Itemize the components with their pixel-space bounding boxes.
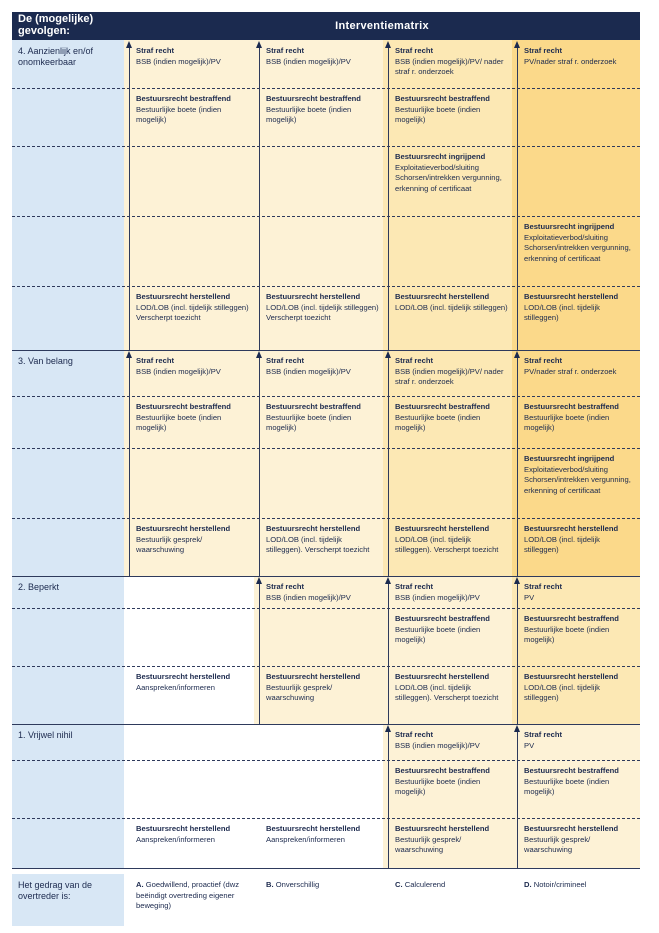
cell-text: Aanspreken/informeren <box>136 682 215 692</box>
cell-text: PV <box>524 592 535 602</box>
matrix-cell <box>266 582 379 603</box>
behaviour-B <box>266 880 377 891</box>
cell-text: Exploitatieverbod/sluiting Schorsen/intrekken vergunning, erkenning of certificaat <box>524 232 631 263</box>
matrix-cell <box>395 582 508 603</box>
cell-heading: Bestuursrecht ingrijpend <box>524 222 615 231</box>
row-divider <box>12 396 640 397</box>
matrix-cell <box>524 356 636 377</box>
arrow-up-icon <box>385 725 391 732</box>
escalation-line <box>388 582 389 724</box>
cell-text: BSB (indien mogelijk)/PV <box>266 366 351 376</box>
matrix-cell <box>395 524 508 556</box>
cell-text: Verscherpt toezicht <box>136 313 201 322</box>
arrow-up-icon <box>514 577 520 584</box>
matrix-cell <box>266 402 379 434</box>
header-consequences-label: De (mogelijke) gevolgen: <box>18 13 94 37</box>
cell-text: Bestuurlijke boete (indien mogelijk) <box>395 104 481 124</box>
matrix-cell <box>524 402 636 434</box>
row-divider <box>12 88 640 89</box>
cell-bg-r1-A <box>124 724 254 868</box>
matrix-cell <box>136 824 250 845</box>
band-divider <box>12 724 640 725</box>
escalation-line <box>517 356 518 576</box>
cell-heading: Straf recht <box>395 356 433 365</box>
cell-heading: Bestuursrecht herstellend <box>524 672 619 681</box>
behaviour-A <box>136 880 248 912</box>
cell-heading: Bestuursrecht herstellend <box>524 824 619 833</box>
cell-heading: Straf recht <box>395 730 433 739</box>
cell-text: Bestuurlijke boete (indien mogelijk) <box>266 412 352 432</box>
cell-heading: Bestuursrecht bestraffend <box>266 402 361 411</box>
cell-text: BSB (indien mogelijk)/PV <box>266 592 351 602</box>
cell-text: PV/nader straf r. onderzoek <box>524 366 617 376</box>
cell-heading: Bestuursrecht bestraffend <box>395 614 490 623</box>
cell-text: Bestuurlijke boete (indien mogelijk) <box>395 412 481 432</box>
cell-text: LOD/LOB (incl. tijdelijk stilleggen) <box>266 302 379 312</box>
cell-text: LOD/LOB (incl. tijdelijk stilleggen) <box>395 302 508 312</box>
cell-text: Exploitatieverbod/sluiting Schorsen/intrekken vergunning, erkenning of certificaat <box>524 464 631 495</box>
cell-heading: Bestuursrecht herstellend <box>524 524 619 533</box>
cell-heading: Straf recht <box>524 582 562 591</box>
cell-text: LOD/LOB (incl. tijdelijk stilleggen) <box>524 682 600 702</box>
behaviour-letter: A. <box>136 880 144 889</box>
matrix-cell <box>136 292 250 324</box>
band-divider <box>12 576 640 577</box>
cell-bg-r2-A <box>124 576 254 724</box>
behaviour-C <box>395 880 506 891</box>
matrix-cell <box>395 292 508 313</box>
cell-heading: Bestuursrecht bestraffend <box>136 94 231 103</box>
cell-heading: Bestuursrecht bestraffend <box>524 614 619 623</box>
matrix-cell <box>395 730 508 751</box>
matrix-cell <box>395 152 508 194</box>
row-divider <box>12 216 640 217</box>
cell-heading: Bestuursrecht bestraffend <box>524 402 619 411</box>
behaviour-label: Het gedrag van de overtreder is: <box>12 874 124 926</box>
matrix-header <box>12 12 640 40</box>
cell-heading: Bestuursrecht herstellend <box>266 824 361 833</box>
cell-text: LOD/LOB (incl. tijdelijk stilleggen) <box>136 302 249 312</box>
behaviour-text: Goedwillend, proactief (dwz beëindigt overtreding eigener beweging) <box>136 880 239 910</box>
cell-text: Bestuurlijk gesprek/ waarschuwing <box>136 534 203 554</box>
escalation-line <box>388 730 389 868</box>
matrix-cell <box>136 672 250 693</box>
cell-heading: Bestuursrecht herstellend <box>395 292 490 301</box>
cell-text: LOD/LOB (incl. tijdelijk stilleggen) <box>524 302 600 322</box>
cell-text: Bestuurlijke boete (indien mogelijk) <box>524 776 610 796</box>
cell-text: Aanspreken/informeren <box>266 834 345 844</box>
cell-heading: Bestuursrecht bestraffend <box>136 402 231 411</box>
matrix-cell <box>136 94 250 126</box>
cell-text: BSB (indien mogelijk)/PV <box>395 740 480 750</box>
escalation-line <box>517 46 518 350</box>
cell-heading: Straf recht <box>136 356 174 365</box>
cell-text: PV <box>524 740 535 750</box>
cell-text: BSB (indien mogelijk)/PV <box>136 366 221 376</box>
arrow-up-icon <box>514 725 520 732</box>
escalation-line <box>129 356 130 576</box>
arrow-up-icon <box>514 351 520 358</box>
matrix-cell <box>266 824 379 845</box>
row-label-r1: 1. Vrijwel nihil <box>18 730 73 740</box>
cell-text: Bestuurlijke boete (indien mogelijk) <box>136 412 222 432</box>
arrow-up-icon <box>385 351 391 358</box>
cell-text: Bestuurlijke boete (indien mogelijk) <box>524 412 610 432</box>
row-divider <box>12 666 640 667</box>
matrix-cell <box>136 402 250 434</box>
cell-text: Exploitatieverbod/sluiting Schorsen/intrekken vergunning, erkenning of certificaat <box>395 162 502 193</box>
row-divider <box>12 286 640 287</box>
behaviour-text: Notoir/crimineel <box>533 880 587 889</box>
cell-text: Bestuurlijke boete (indien mogelijk) <box>524 624 610 644</box>
matrix-cell <box>266 672 379 704</box>
arrow-up-icon <box>256 577 262 584</box>
cell-text: PV/nader straf r. onderzoek <box>524 56 617 66</box>
cell-heading: Bestuursrecht herstellend <box>524 292 619 301</box>
matrix-cell <box>524 824 636 856</box>
matrix-cell <box>524 46 636 67</box>
matrix-cell <box>524 672 636 704</box>
matrix-cell <box>524 766 636 798</box>
cell-heading: Bestuursrecht herstellend <box>136 524 231 533</box>
arrow-up-icon <box>385 577 391 584</box>
row-divider <box>12 146 640 147</box>
row-label-r3: 3. Van belang <box>18 356 73 366</box>
cell-heading: Bestuursrecht herstellend <box>266 524 361 533</box>
row-divider <box>12 818 640 819</box>
cell-heading: Bestuursrecht bestraffend <box>395 402 490 411</box>
cell-text: BSB (indien mogelijk)/PV/ nader straf r. onderzoek <box>395 366 504 386</box>
behaviour-letter: D. <box>524 880 532 889</box>
cell-text: LOD/LOB (incl. tijdelijk stilleggen). Verscherpt toezicht <box>266 534 370 554</box>
escalation-line <box>388 356 389 576</box>
band-divider <box>12 868 640 869</box>
matrix-cell <box>395 356 508 388</box>
cell-text: Aanspreken/informeren <box>136 834 215 844</box>
matrix-cell <box>524 614 636 646</box>
cell-text: Verscherpt toezicht <box>266 313 331 322</box>
cell-heading: Bestuursrecht herstellend <box>266 292 361 301</box>
matrix-cell <box>395 672 508 704</box>
cell-text: LOD/LOB (incl. tijdelijk stilleggen). Verscherpt toezicht <box>395 682 499 702</box>
escalation-line <box>517 730 518 868</box>
cell-heading: Bestuursrecht herstellend <box>136 292 231 301</box>
escalation-line <box>517 582 518 724</box>
matrix-title: Interventiematrix <box>335 20 429 32</box>
cell-text: BSB (indien mogelijk)/PV/ nader straf r. onderzoek <box>395 56 504 76</box>
cell-heading: Bestuursrecht herstellend <box>395 524 490 533</box>
cell-heading: Straf recht <box>395 582 433 591</box>
matrix-cell <box>524 730 636 751</box>
row-label-r2: 2. Beperkt <box>18 582 60 592</box>
row-divider <box>12 760 640 761</box>
cell-bg-r1-B <box>254 724 383 868</box>
cell-text: BSB (indien mogelijk)/PV <box>136 56 221 66</box>
cell-heading: Bestuursrecht herstellend <box>266 672 361 681</box>
matrix-cell <box>524 222 636 264</box>
behaviour-letter: B. <box>266 880 274 889</box>
arrow-up-icon <box>126 351 132 358</box>
matrix-cell <box>266 524 379 556</box>
matrix-cell <box>524 582 636 603</box>
behaviour-D <box>524 880 634 891</box>
cell-text: BSB (indien mogelijk)/PV <box>395 592 480 602</box>
cell-text: Bestuurlijke boete (indien mogelijk) <box>136 104 222 124</box>
matrix-cell <box>395 46 508 78</box>
cell-text: Bestuurlijke boete (indien mogelijk) <box>266 104 352 124</box>
escalation-line <box>259 46 260 350</box>
cell-text: LOD/LOB (incl. tijdelijk stilleggen) <box>524 534 600 554</box>
matrix-cell <box>524 524 636 556</box>
arrow-up-icon <box>256 351 262 358</box>
row-label-r4: 4. Aanzienlijk en/of onomkeerbaar <box>18 46 94 67</box>
matrix-cell <box>136 356 250 377</box>
matrix-cell <box>524 454 636 496</box>
cell-heading: Bestuursrecht herstellend <box>395 824 490 833</box>
cell-heading: Bestuursrecht bestraffend <box>524 766 619 775</box>
matrix-cell <box>136 46 250 67</box>
cell-heading: Straf recht <box>395 46 433 55</box>
cell-heading: Straf recht <box>524 46 562 55</box>
row-divider <box>12 608 640 609</box>
cell-text: Bestuurlijke boete (indien mogelijk) <box>395 624 481 644</box>
behaviour-text: Calculerend <box>404 880 446 889</box>
cell-heading: Bestuursrecht herstellend <box>136 824 231 833</box>
behaviour-text: Onverschillig <box>275 880 320 889</box>
matrix-cell <box>266 292 379 324</box>
arrow-up-icon <box>256 41 262 48</box>
escalation-line <box>259 356 260 576</box>
matrix-cell <box>395 402 508 434</box>
band-divider <box>12 350 640 351</box>
row-divider <box>12 448 640 449</box>
matrix-cell <box>395 766 508 798</box>
matrix-cell <box>524 292 636 324</box>
cell-heading: Straf recht <box>136 46 174 55</box>
matrix-cell <box>136 524 250 556</box>
cell-heading: Straf recht <box>524 356 562 365</box>
cell-heading: Bestuursrecht herstellend <box>136 672 231 681</box>
cell-heading: Bestuursrecht bestraffend <box>395 766 490 775</box>
label-column-bg <box>12 40 124 868</box>
cell-heading: Straf recht <box>266 582 304 591</box>
cell-text: BSB (indien mogelijk)/PV <box>266 56 351 66</box>
cell-text: LOD/LOB (incl. tijdelijk stilleggen). Verscherpt toezicht <box>395 534 499 554</box>
arrow-up-icon <box>126 41 132 48</box>
cell-heading: Bestuursrecht ingrijpend <box>524 454 615 463</box>
cell-text: Bestuurlijke boete (indien mogelijk) <box>395 776 481 796</box>
matrix-cell <box>395 824 508 856</box>
cell-heading: Bestuursrecht bestraffend <box>266 94 361 103</box>
cell-heading: Bestuursrecht bestraffend <box>395 94 490 103</box>
escalation-line <box>388 46 389 350</box>
matrix-cell <box>395 614 508 646</box>
cell-text: Bestuurlijk gesprek/ waarschuwing <box>266 682 333 702</box>
behaviour-letter: C. <box>395 880 403 889</box>
cell-heading: Straf recht <box>266 356 304 365</box>
matrix-cell <box>395 94 508 126</box>
cell-heading: Straf recht <box>524 730 562 739</box>
cell-heading: Bestuursrecht herstellend <box>395 672 490 681</box>
arrow-up-icon <box>385 41 391 48</box>
row-divider <box>12 518 640 519</box>
matrix-cell <box>266 46 379 67</box>
matrix-cell <box>266 356 379 377</box>
cell-heading: Straf recht <box>266 46 304 55</box>
cell-text: Bestuurlijk gesprek/ waarschuwing <box>524 834 591 854</box>
matrix-cell <box>266 94 379 126</box>
escalation-line <box>259 582 260 724</box>
arrow-up-icon <box>514 41 520 48</box>
cell-heading: Bestuursrecht ingrijpend <box>395 152 486 161</box>
escalation-line <box>129 46 130 350</box>
cell-text: Bestuurlijk gesprek/ waarschuwing <box>395 834 462 854</box>
